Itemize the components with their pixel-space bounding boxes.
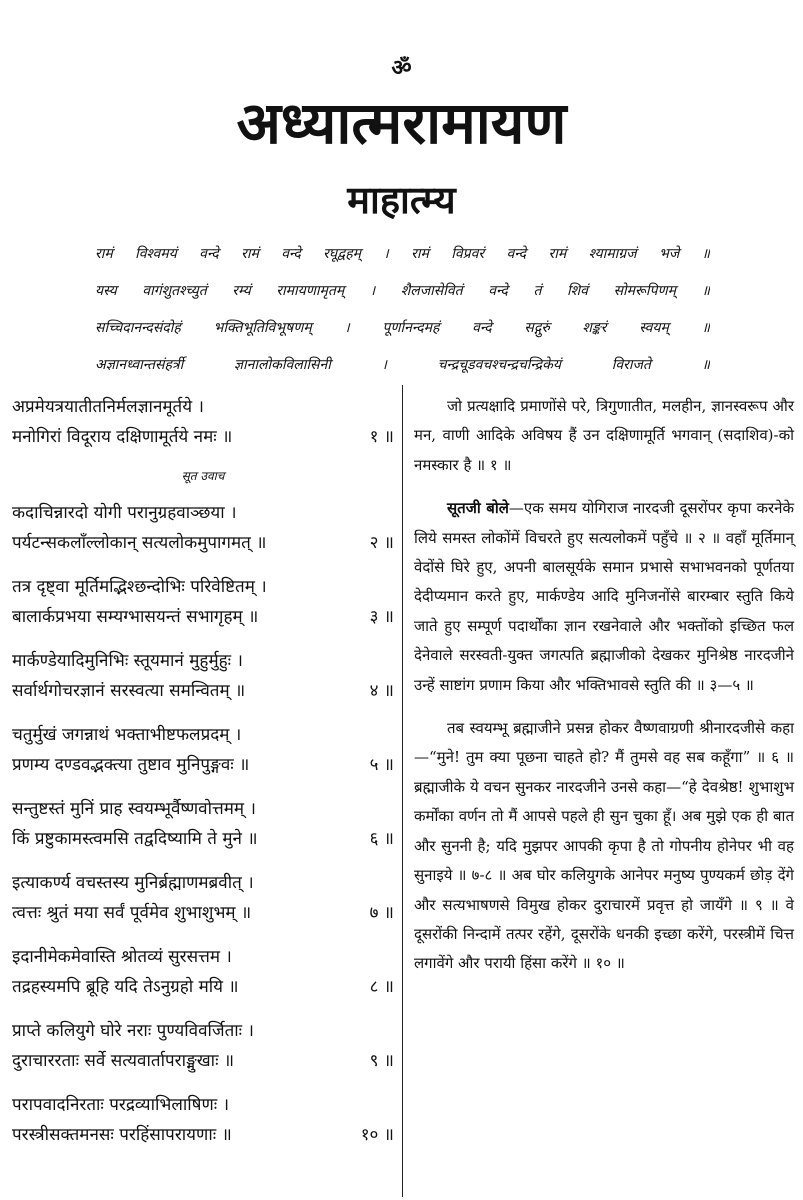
verse-line: अप्रमेयत्रयातीतनिर्मलज्ञानमूर्तये ।: [12, 397, 204, 417]
verse-line: चतुर्मुखं जगन्नाथं भक्ताभीष्टफलप्रदम् ।: [12, 725, 242, 745]
verse: [12, 392, 394, 452]
verse-line: बालार्कप्रभया सम्यग्भासयन्तं सभागृहम् ॥: [12, 607, 259, 627]
verse-number: ७ ॥: [369, 903, 394, 923]
verse-number: १० ॥: [360, 1125, 394, 1145]
translation-paragraph: [414, 494, 794, 700]
translation-paragraph: तब स्वयम्भू ब्रह्माजीने प्रसन्न होकर वैष्णवाग्रणी श्रीनारदजीसे कहा—“मुने! तुम क्या पूछना चाहते हो? मैं तुमसे वह सब कहूँगा” ॥ ६ ॥ ब्रह्माजीके ये वचन सुनकर नारदजीने उनसे कहा—“हे देवश्रेष्ठ! शुभाशुभ कर्मोंका वर्णन तो मैं आपसे पहले ही सुन चुका हूँ। अब मुझे एक ही बात और सुननी है; यदि मुझपर आपकी कृपा है तो गोपनीय होनेपर भी वह सुनाइये ॥ ७-८ ॥ अब घोर कलियुगके आनेपर मनुष्य पुण्यकर्म छोड़ देंगे और सत्यभाषणसे विमुख होकर दुराचारमें प्रवृत्त हो जायँगे ॥ ९ ॥ वे दूसरोंकी निन्दामें तत्पर रहेंगे, दूसरोंके धनकी इच्छा करेंगे, परस्त्रीमें चित्त लगावेंगे और परायी हिंसा करेंगे ॥ १० ॥: [414, 719, 794, 973]
verse-line: इत्याकर्ण्य वचस्तस्य मुनिर्ब्रह्माणमब्रवीत् ।: [12, 873, 254, 893]
invocation-line: अज्ञानध्वान्तसंहर्त्री ज्ञानालोकविलासिनी । चन्द्रचूडवचश्चन्द्रचन्द्रिकेयं विराजते ॥: [95, 357, 710, 373]
verse: [12, 572, 394, 632]
verse-line: किं प्रष्टुकामस्त्वमसि तद्वदिष्यामि ते मुने ॥: [12, 829, 258, 849]
verse-number: ९ ॥: [369, 1051, 394, 1071]
invocation-line: यस्य वागंशुतश्च्युतं रम्यं रामायणामृतम् । शैलजासेवितं वन्दे तं शिवं सोमरूपिणम् ॥: [95, 283, 710, 299]
verse-line: इदानीमेकमेवास्ति श्रोतव्यं सुरसत्तम ।: [12, 947, 232, 967]
hindi-translation-column: [414, 392, 794, 993]
sanskrit-column: [12, 392, 394, 1164]
om-symbol: ॐ: [391, 55, 412, 81]
page-title: अध्यात्मरामायण: [236, 89, 567, 157]
invocation-line: रामं विश्वमयं वन्दे रामं वन्दे रघूद्वहम् । रामं विप्रवरं वन्दे रामं श्यामाग्रजं भजे ॥: [95, 246, 710, 262]
column-divider: [402, 385, 403, 1197]
verse: [12, 1016, 394, 1076]
speaker-label: सूत उवाच: [181, 469, 225, 483]
verse: [12, 794, 394, 854]
verse-line: प्राप्ते कलियुगे घोरे नराः पुण्यविवर्जिताः ।: [12, 1021, 254, 1041]
verse-number: ३ ॥: [369, 607, 394, 627]
verse-number: २ ॥: [369, 533, 394, 553]
verse-number: ४ ॥: [369, 681, 394, 701]
verse: [12, 868, 394, 928]
verse-line: सर्वार्थगोचरज्ञानं सरस्वत्या समन्वितम् ॥: [12, 681, 246, 701]
verse-line: सन्तुष्टस्तं मुनिं प्राह स्वयम्भूर्वैष्णवोत्तमम् ।: [12, 799, 256, 819]
verse-line: दुराचाररताः सर्वे सत्यवार्तापराङ्मुखाः ॥: [12, 1051, 235, 1071]
speaker-lead: सूतजी बोले: [447, 499, 509, 518]
verse-number: ५ ॥: [369, 755, 394, 775]
verse-line: तत्र दृष्ट्वा मूर्तिमद्भिश्छन्दोभिः परिवेष्टितम् ।: [12, 577, 267, 597]
verse: [12, 942, 394, 1002]
verse-line: परस्त्रीसक्तमनसः परहिंसापरायणाः ॥: [12, 1125, 232, 1145]
verse-line: परापवादनिरताः परद्रव्याभिलाषिणः ।: [12, 1095, 230, 1115]
verse-number: ८ ॥: [369, 977, 394, 997]
verse-line: मार्कण्डेयादिमुनिभिः स्तूयमानं मुहुर्मुहुः ।: [12, 651, 243, 671]
translation-paragraph: जो प्रत्यक्षादि प्रमाणोंसे परे, त्रिगुणातीत, मलहीन, ज्ञानस्वरूप और मन, वाणी आदिके अविषय हैं उन दक्षिणामूर्ति भगवान् (सदाशिव)-को नमस्कार है ॥ १ ॥: [414, 397, 794, 474]
verse: [12, 498, 394, 558]
verse-number: ६ ॥: [369, 829, 394, 849]
verse-line: मनोगिरां विदूराय दक्षिणामूर्तये नमः ॥: [12, 427, 233, 447]
verse-line: प्रणम्य दण्डवद्भक्त्या तुष्टाव मुनिपुङ्गवः ॥: [12, 755, 250, 775]
invocation-verses: [95, 236, 710, 384]
page-subtitle: माहात्म्य: [347, 177, 456, 222]
verse-line: तद्रहस्यमपि ब्रूहि यदि तेऽनुग्रहो मयि ॥: [12, 977, 239, 997]
verse: [12, 646, 394, 706]
verse-line: त्वत्तः श्रुतं मया सर्वं पूर्वमेव शुभाशुभम् ॥: [12, 903, 252, 923]
translation-text: —एक समय योगिराज नारदजी दूसरोंपर कृपा करनेके लिये समस्त लोकोंमें विचरते हुए सत्यलोकमें पहुँचे ॥ २ ॥ वहाँ मूर्तिमान् वेदोंसे घिरे हुए, अपनी बालसूर्यके समान प्रभासे सभाभवनको पूर्णतया देदीप्यमान करते हुए, मार्कण्डेय आदि मुनिजनोंसे बारम्बार स्तुति किये जाते हुए सम्पूर्ण पदार्थोंका ज्ञान रखनेवाले और भक्तोंको इच्छित फल देनेवाले सरस्वती-युक्त जगत्पति ब्रह्माजीको देखकर मुनिश्रेष्ठ नारदजीने उन्हें साष्टांग प्रणाम किया और भक्तिभावसे स्तुति की ॥ ३—५ ॥: [414, 499, 794, 694]
verse: [12, 720, 394, 780]
verse: [12, 1090, 394, 1150]
verse-number: १ ॥: [369, 427, 394, 447]
verse-line: पर्यटन्सकलाँल्लोकान् सत्यलोकमुपागमत् ॥: [12, 533, 267, 553]
invocation-line: सच्चिदानन्दसंदोहं भक्तिभूतिविभूषणम् । पूर्णानन्दमहं वन्दे सद्गुरुं शङ्करं स्वयम् ॥: [95, 320, 710, 336]
verse-line: कदाचिन्नारदो योगी परानुग्रहवाञ्छया ।: [12, 503, 237, 523]
